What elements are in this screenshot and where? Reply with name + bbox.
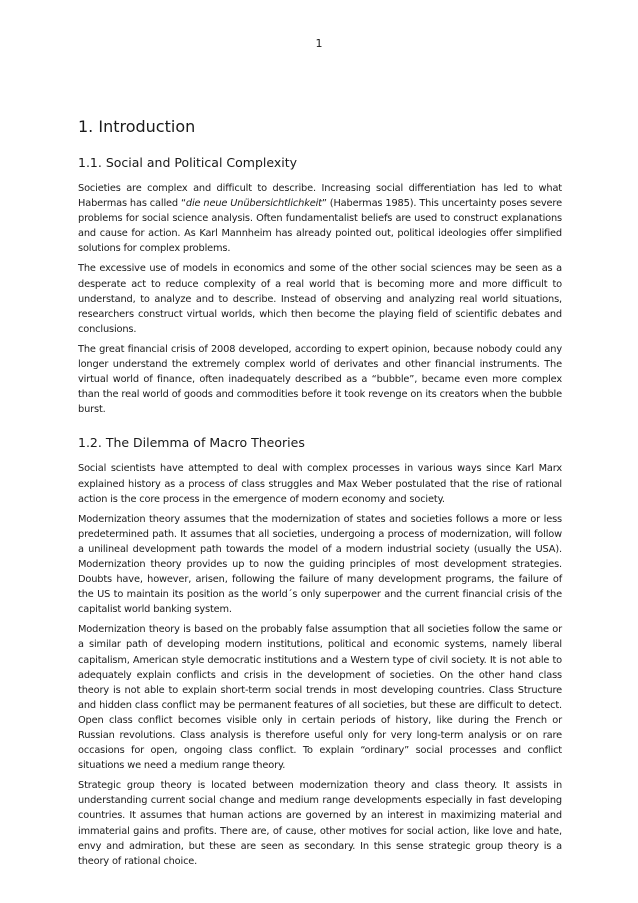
paragraph: Strategic group theory is located between modernization theory and class theory. It assists in understanding current social change and medium range developments especially in fast developing countries. It assumes that human actions are governed by an interest in maximizing material and immaterial gains and profits. There are, of cause, other motives for social action, like love and hate, envy and admiration, but these are seen as secondary. In this sense strategic group theory is a theory of rational choice. bbox=[78, 780, 562, 867]
page-number: 1 bbox=[315, 37, 323, 50]
paragraph: The excessive use of models in economics and some of the other social sciences may be seen as a desperate act to reduce complexity of a real world that is becoming more and more difficult to understand, to analyze and to describe. Instead of observing and analyzing real world situations, researchers construct virtual worlds, which then become the playing field of scientific debates and conclusions. bbox=[78, 263, 562, 335]
page-content bbox=[78, 116, 562, 874]
paragraph bbox=[78, 181, 562, 256]
paragraph-text: ” (Habermas 1985). This uncertainty poses severe problems for social science analysis. Often fundamentalist beliefs are used to construct explanations and cause for action. As Karl Mannheim has already pointed out, political ideologies offer simplified solutions for complex problems. bbox=[78, 198, 562, 255]
paragraph: Modernization theory assumes that the modernization of states and societies follows a more or less predetermined path. It assumes that all societies, undergoing a process of modernization, will follow a unilineal development path towards the model of a modern industrial society (usually the USA). Modernization theory provides up to now the guiding principles of most development strategies. Doubts have, however, arisen, following the failure of many development programs, the failure of the US to maintain its position as the world´s only superpower and the current financial crisis of the capitalist world banking system. bbox=[78, 513, 562, 616]
section-heading-1-2: 1.2. The Dilemma of Macro Theories bbox=[78, 435, 305, 451]
italic-term: die neue Unübersichtlichkeit bbox=[185, 198, 322, 210]
paragraph-text: Societies are complex and difficult to describe. Increasing social differentiation has led to what Habermas has called “ bbox=[78, 183, 562, 210]
paragraph: Modernization theory is based on the probably false assumption that all societies follow the same or a similar path of developing modern institutions, political and economic systems, namely liberal capitalism, American style democratic institutions and a Western type of civil society. It is not able to adequately explain conflicts and crisis in the development of societies. On the other hand class theory is not able to explain short-term social trends in most developing countries. Class Structure and hidden class conflict may be permanent features of all societies, but these are difficult to detect. Open class conflict becomes visible only in certain periods of history, like during the French or Russian revolutions. Class analysis is therefore useful only for very long-term analysis or on rare occasions for open, ongoing class conflict. To explain “ordinary” social processes and conflict situations we need a medium range theory. bbox=[78, 624, 562, 772]
paragraph: Social scientists have attempted to deal with complex processes in various ways since Karl Marx explained history as a process of class struggles and Max Weber postulated that the rise of rational action is the core process in the emergence of modern economy and society. bbox=[78, 463, 562, 505]
section-heading-1-1: 1.1. Social and Political Complexity bbox=[78, 155, 297, 170]
chapter-heading: 1. Introduction bbox=[78, 117, 196, 136]
paragraph: The great financial crisis of 2008 developed, according to expert opinion, because nobody could any longer understand the extremely complex world of derivates and other financial instruments. The virtual world of finance, often inadequately described as a “bubble”, became even more complex than the real world of goods and commodities before it took revenge on its creators when the bubble burst. bbox=[78, 343, 562, 416]
